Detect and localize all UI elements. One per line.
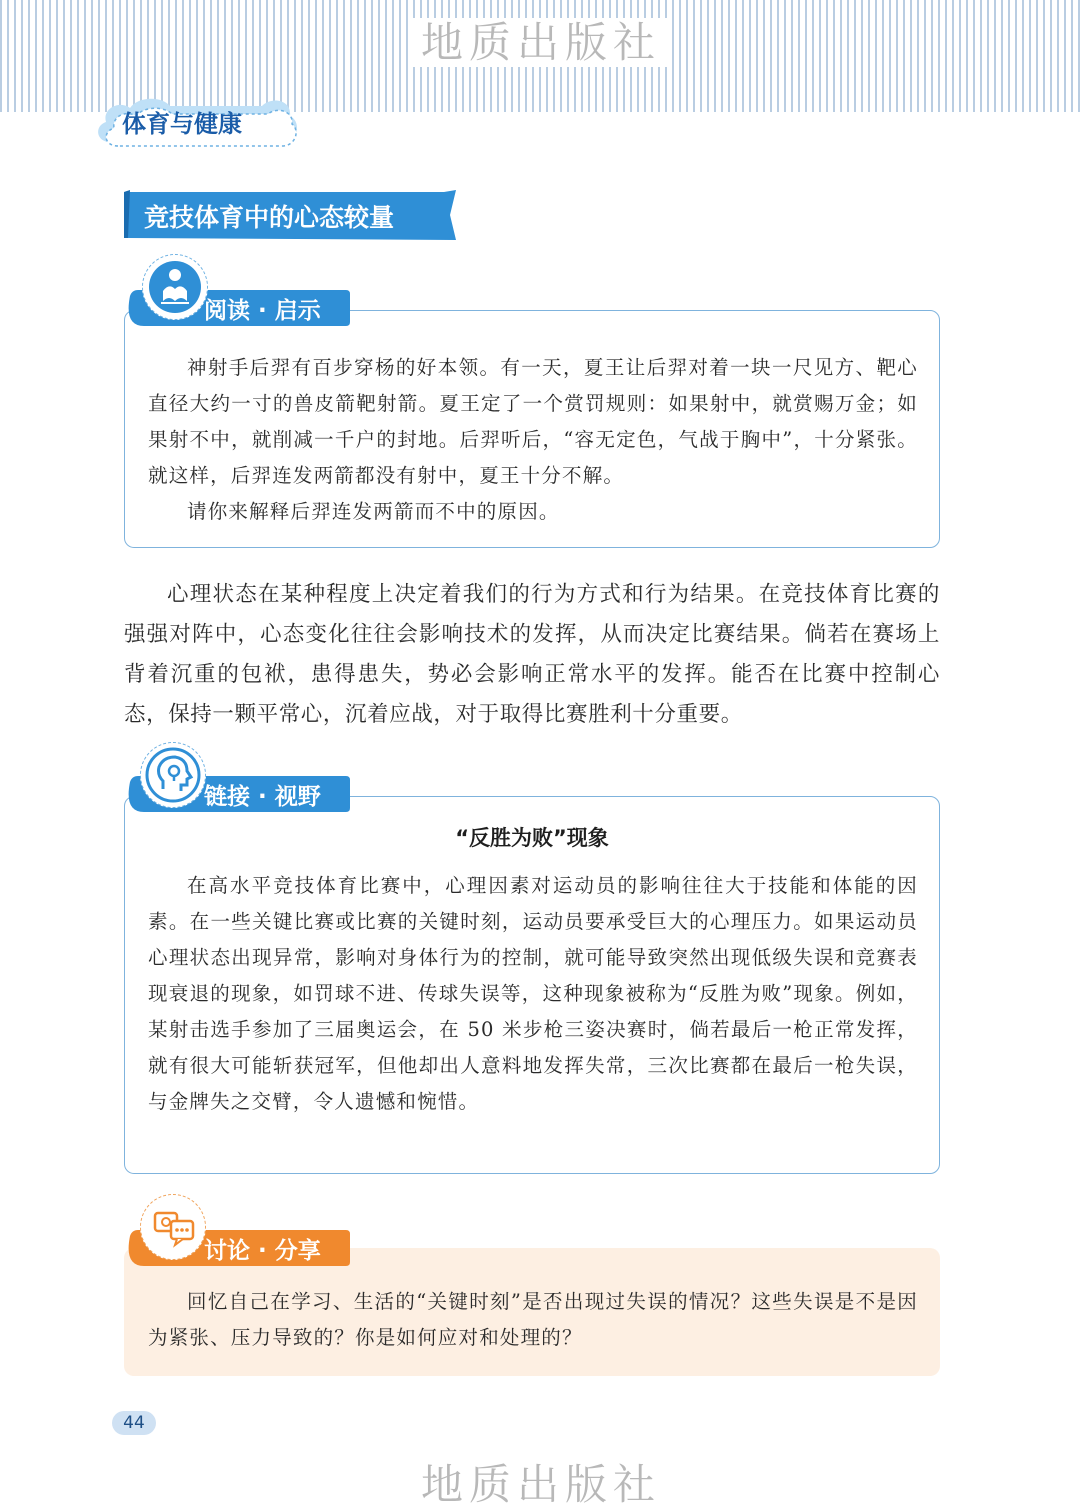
link-tab-label: 链接 · 视野 [204, 784, 321, 810]
reading-tab-label: 阅读 · 启示 [204, 298, 321, 324]
chat-bubbles-icon [140, 1194, 206, 1260]
link-paragraph: 在高水平竞技体育比赛中，心理因素对运动员的影响往往大于技能和体能的因素。在一些关键比赛或比赛的关键时刻，运动员要承受巨大的心理压力。如果运动员心理状态出现异常，影响对身体行为的控制，就可能导致突然出现低级失误和竞赛表现衰退的现象，如罚球不进、传球失误等，这种现象被称为“反胜为败”现象。例如，某射击选手参加了三届奥运会，在 50 米步枪三姿决赛时，倘若最后一枪正常发挥，就有很大可能斩获冠军，但他却出人意料地发挥失常，三次比赛都在最后一枪失误，与金牌失之交臂，令人遗憾和惋惜。 [148, 874, 918, 1113]
section-label-text: 体育与健康 [122, 110, 242, 138]
section-label-badge [92, 92, 302, 154]
head-lightbulb-icon [140, 742, 206, 808]
watermark-bottom: 地质出版社 [420, 1460, 661, 1509]
reading-tab [124, 288, 354, 326]
lesson-title-ribbon [124, 190, 456, 240]
page-number: 44 [112, 1411, 156, 1435]
lesson-title: 竞技体育中的心态较量 [144, 203, 395, 232]
link-heading: “反胜为败”现象 [455, 826, 609, 850]
watermark-top [0, 10, 1082, 70]
link-tab [124, 774, 354, 812]
discuss-paragraph: 回忆自己在学习、生活的“关键时刻”是否出现过失误的情况？这些失误是不是因为紧张、压力导致的？你是如何应对和处理的？ [148, 1290, 918, 1349]
watermark-top-text: 地质出版社 [411, 18, 671, 67]
discuss-tab [124, 1228, 354, 1266]
reading-paragraph-1: 神射手后羿有百步穿杨的好本领。有一天，夏王让后羿对着一块一尺见方、靶心直径大约一寸的兽皮箭靶射箭。夏王定了一个赏罚规则：如果射中，就赏赐万金；如果射不中，就削减一千户的封地。后羿听后，“容无定色，气战于胸中”，十分紧张。就这样，后羿连发两箭都没有射中，夏王十分不解。 [148, 356, 918, 487]
main-paragraph: 心理状态在某种程度上决定着我们的行为方式和行为结果。在竞技体育比赛的强强对阵中，心态变化往往会影响技术的发挥，从而决定比赛结果。倘若在赛场上背着沉重的包袱，患得患失，势必会影响正常水平的发挥。能否在比赛中控制心态，保持一颗平常心，沉着应战，对于取得比赛胜利十分重要。 [124, 582, 940, 727]
reader-book-icon [142, 254, 208, 320]
discuss-tab-label: 讨论 · 分享 [204, 1238, 321, 1264]
reading-paragraph-2: 请你来解释后羿连发两箭而不中的原因。 [187, 500, 560, 523]
